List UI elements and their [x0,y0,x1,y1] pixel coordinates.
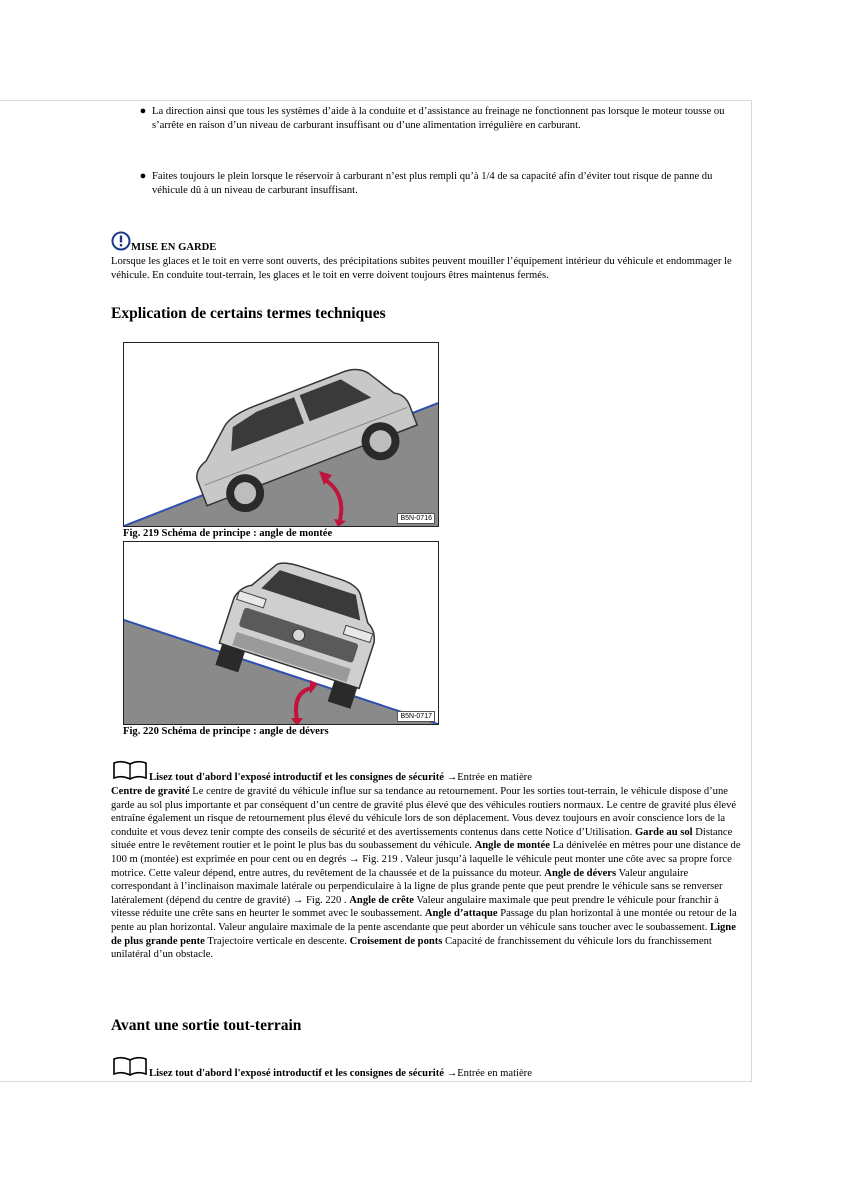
figure-220-tilt-angle [123,541,439,725]
section-title-offroad: Avant une sortie tout-terrain [111,1017,302,1034]
figure-219-caption: Fig. 219 Schéma de principe : angle de montée [123,528,333,539]
book-icon [112,1056,148,1076]
term-garde-au-sol: Garde au sol [634,826,693,838]
figure-219-climb-angle [123,342,439,527]
read-first-note: Lisez tout d'abord l'exposé introductif et les consignes de sécurité →Entrée en matière [149,772,532,783]
term-angle-de-devers: Angle de dévers [544,867,617,879]
figure-code: B5N-0717 [397,711,435,722]
term-angle-de-crete: Angle de crête [349,894,414,906]
book-icon [112,760,148,780]
bullet-dot: ● [139,170,147,182]
term-croisement-de-ponts: Croisement de ponts [349,935,443,947]
bullet-item-2: Faites toujours le plein lorsque le réservoir à carburant n’est plus rempli qu’à 1/4 de sa capacité afin d’éviter tout risque de panne du véhicule dû à un niveau de carburant insuffisant. [152,171,713,196]
section-title-technical-terms: Explication de certains termes techniques [111,305,386,322]
warning-title: MISE EN GARDE [131,242,217,253]
term-ligne-de-plus-grande-pente: Ligne de plus grande pente [111,921,736,947]
bullet-dot: ● [139,105,147,117]
figure-code: B5N-0716 [397,513,435,524]
warning-icon [111,231,131,251]
warning-text: Lorsque les glaces et le toit en verre sont ouverts, des précipitations subites peuvent mouiller l’équipement intérieur du véhicule et endommager le véhicule. En conduite tout-terrain, les glaces et le toit en verre doivent toujours êtres maintenus fermés. [111,256,732,281]
technical-terms-paragraph: Centre de gravité Le centre de gravité du véhicule influe sur sa tendance au retournement. Pour les sorties tout-terrain, le véhicule dispose d’une garde au sol plus importante et par conséquent d’un centre de gravité plus élevé que des véhicules routiers normaux. Le centre de gravité plus élevé entraîne également un risque de retournement plus élevé du véhicule lors de son déplacement. Vous devez toujours en avoir conscience lors de la conduite et vous devez tenir compte des conseils de sécurité et des avertissements contenus dans cette Notice d’Utilisation. Garde au sol Distance située entre le revêtement routier et le point le plus bas du soubassement du véhicule. Angle de montée La dénivelée en mètres pour une distance de 100 m (montée) est exprimée en pour cent ou en degrés → Fig. 219 . Valeur jusqu’à laquelle le véhicule peut monter une côte avec sa propre force motrice. Cette valeur dépend, entre autres, du revêtement de la chaussée et de la puissance du moteur. Angle de dévers Valeur angulaire correspondant à l’inclinaison maximale latérale ou perpendiculaire à la ligne de plus grande pente que peut prendre le véhicule sans se renverser latéralement (dépend du centre de gravité) → Fig. 220 . Angle de crête Valeur angulaire maximale que peut prendre le véhicule pour franchir à vitesse réduite une crête sans en heurter le sommet avec le soubassement. Angle d’attaque Passage du plan horizontal à une montée ou retour de la pente au plan horizontal. Valeur angulaire maximale de la pente ascendante que peut aborder un véhicule sans toucher avec le soubassement. Ligne de plus grande pente Trajectoire verticale en descente. Croisement de ponts Capacité de franchissement du véhicule lors du franchissement unilatéral d’un obstacle. [111,786,741,961]
term-angle-de-montee: Angle de montée [474,840,550,852]
bullet-item-1: La direction ainsi que tous les systèmes d’aide à la conduite et d’assistance au freinage ne fonctionnent pas lorsque le moteur tousse ou s’arrête en raison d’un niveau de carburant insuffisant ou d’une alimentation irrégulière en carburant. [152,106,725,131]
read-first-note-2: Lisez tout d'abord l'exposé introductif et les consignes de sécurité →Entrée en matière [149,1068,532,1079]
term-centre-de-gravite: Centre de gravité [111,786,190,797]
term-angle-d-attaque: Angle d’attaque [424,908,498,920]
figure-220-caption: Fig. 220 Schéma de principe : angle de dévers [123,726,329,737]
